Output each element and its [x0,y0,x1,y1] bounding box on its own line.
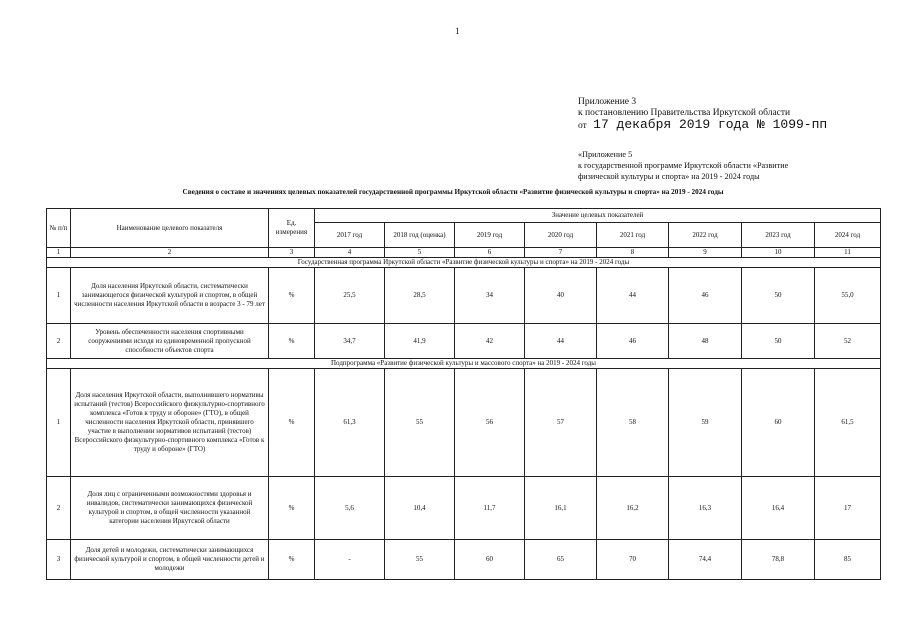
row-num: 1 [47,268,71,324]
row-value: 85 [815,540,881,580]
indicators-table [46,208,881,580]
row-value: 55 [385,369,455,477]
row-value: 16,2 [597,477,669,540]
appendix-header [578,97,827,132]
row-num: 2 [47,477,71,540]
row-value: 55 [385,540,455,580]
header-year: 2023 год [742,223,815,248]
row-value: 5,6 [315,477,385,540]
section-title: Государственная программа Иркутской области «Развитие физической культуры и спорта» на 2019 - 2024 годы [47,258,881,268]
row-value: 55,0 [815,268,881,324]
column-number: 4 [315,248,385,258]
row-unit: % [269,369,315,477]
document-title: Сведения о составе и значениях целевых показателей государственной программы Иркутской области «Развитие физической культуры и спорта» на 2019 - 2024 годы [182,188,724,196]
row-value: 34,7 [315,324,385,359]
program-appendix-quote [578,149,858,182]
row-value: 52 [815,324,881,359]
row-name: Доля населения Иркутской области, систематически занимающегося физической культурой и спортом, в общей численности населения Иркутской области в возрасте 3 - 79 лет [71,268,269,324]
header-unit: Ед. измерения [269,209,315,248]
row-value: 25,5 [315,268,385,324]
column-number: 6 [455,248,525,258]
row-unit: % [269,324,315,359]
row-value: 65 [525,540,597,580]
header-name: Наименование целевого показателя [71,209,269,248]
row-value: 44 [597,268,669,324]
column-number: 10 [742,248,815,258]
row-value: 41,9 [385,324,455,359]
appendix-line1: Приложение 3 [578,97,637,107]
quote-line2: к государственной программе Иркутской области «Развитие [578,161,789,170]
row-value: 57 [525,369,597,477]
page-number: 1 [455,26,460,36]
column-number-row [47,248,881,258]
row-value: 61,3 [315,369,385,477]
row-value: 56 [455,369,525,477]
column-number: 7 [525,248,597,258]
row-value: 50 [742,324,815,359]
table-row [47,268,881,324]
row-value: 61,5 [815,369,881,477]
row-value: 48 [669,324,742,359]
row-num: 3 [47,540,71,580]
row-value: 42 [455,324,525,359]
row-unit: % [269,540,315,580]
column-number: 1 [47,248,71,258]
header-year: 2019 год [455,223,525,248]
row-unit: % [269,268,315,324]
row-value: 16,4 [742,477,815,540]
row-value: 28,5 [385,268,455,324]
row-name: Доля детей и молодежи, систематически занимающихся физической культурой и спортом, в общей численности детей и молодежи [71,540,269,580]
row-value: 78,8 [742,540,815,580]
quote-line3: физической культуры и спорта» на 2019 - 2024 годы [578,172,760,181]
column-number: 8 [597,248,669,258]
column-number: 5 [385,248,455,258]
row-value: 44 [525,324,597,359]
row-value: 34 [455,268,525,324]
row-value: 40 [525,268,597,324]
column-number: 11 [815,248,881,258]
table-row [47,369,881,477]
row-value: 16,1 [525,477,597,540]
row-unit: % [269,477,315,540]
section-title: Подпрограмма «Развитие физической культуры и массового спорта» на 2019 - 2024 годы [47,359,881,369]
row-value: 16,3 [669,477,742,540]
header-values-group: Значение целевых показателей [315,209,881,223]
header-year: 2022 год [669,223,742,248]
header-year: 2020 год [525,223,597,248]
row-value: - [315,540,385,580]
header-row-1 [47,209,881,223]
row-value: 50 [742,268,815,324]
row-value: 17 [815,477,881,540]
header-year: 2017 год [315,223,385,248]
appendix-line2: к постановлению Правительства Иркутской области [578,108,791,118]
row-num: 2 [47,324,71,359]
section-header-row [47,258,881,268]
row-value: 58 [597,369,669,477]
row-value: 46 [669,268,742,324]
column-number: 9 [669,248,742,258]
header-year: 2018 год (оценка) [385,223,455,248]
row-name: Уровень обеспеченности населения спортивными сооружениями исходя из единовременной пропускной способности объектов спорта [71,324,269,359]
header-num: № п/п [47,209,71,248]
row-value: 59 [669,369,742,477]
table-row [47,477,881,540]
row-name: Доля населения Иркутской области, выполнившего нормативы испытаний (тестов) Всероссийского физкультурно-спортивного комплекса «Готов к труду и обороне» (ГТО), в общей численности населения Иркутской области, принявшего участие в выполнении нормативов испытаний (тестов) Всероссийского физкультурно-спортивного комплекса «Готов к труду и обороне» (ГТО) [71,369,269,477]
row-num: 1 [47,369,71,477]
row-value: 11,7 [455,477,525,540]
row-value: 10,4 [385,477,455,540]
row-value: 46 [597,324,669,359]
header-year: 2024 год [815,223,881,248]
section-header-row [47,359,881,369]
row-value: 70 [597,540,669,580]
row-name: Доля лиц с ограниченными возможностями здоровья и инвалидов, систематически занимающихся физической культурой и спортом, в общей численности указанной категории населения Иркутской области [71,477,269,540]
row-value: 60 [742,369,815,477]
appendix-date-handwritten: 17 декабря 2019 года № 1099-пп [593,117,828,132]
table-row [47,540,881,580]
appendix-date-line [578,119,827,132]
row-value: 74,4 [669,540,742,580]
column-number: 3 [269,248,315,258]
column-number: 2 [71,248,269,258]
appendix-date-prefix: от [578,121,587,131]
quote-line1: «Приложение 5 [578,150,633,159]
row-value: 60 [455,540,525,580]
header-year: 2021 год [597,223,669,248]
table-row [47,324,881,359]
